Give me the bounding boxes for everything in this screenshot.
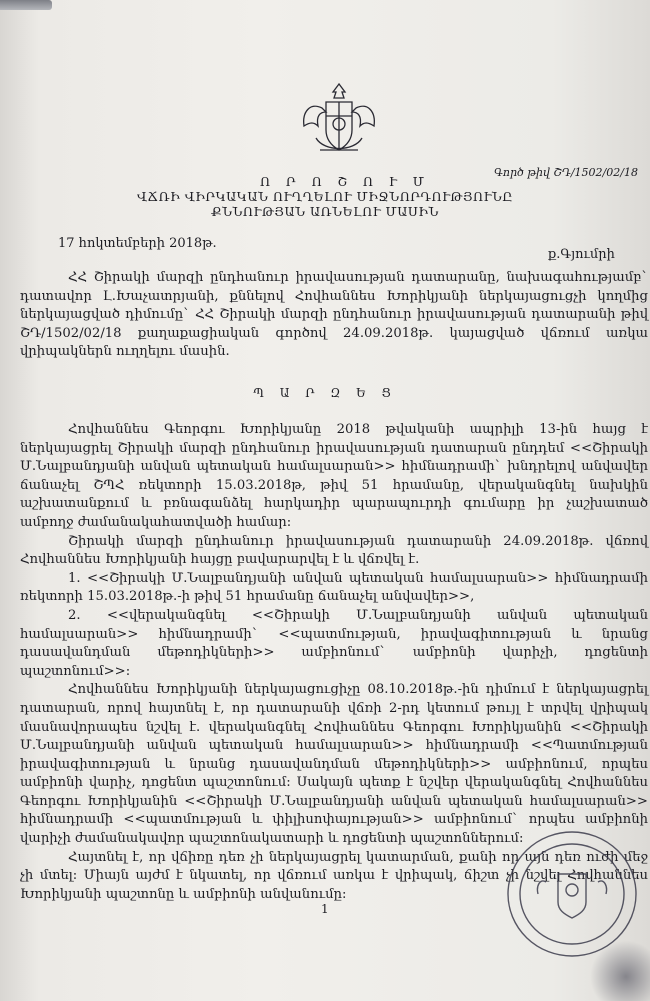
document-title <box>0 174 650 219</box>
ink-smudge <box>590 940 650 1001</box>
body-paragraph: 2. <<վերականգնել <<Շիրակի Մ.Նալբանդյանի անվան պետական համալսարան>> հիմնադրամի` <<պատմության, իրավագիտության և նրանց դասավանդման մեթոդիկների>> ամբիոնում` ամբիոնի վարիչի, դոցենտի պաշտոնում>>: <box>20 607 648 679</box>
body-paragraph: Հովհաննես Գեորգու Խորիկյանը 2018 թվականի ապրիլի 13-ին հայց է ներկայացրել Շիրակի մարզի ընդհանուր իրավասության դատարան ընդդեմ <<Շիրակի Մ.Նալբանդյանի անվան պետական համալսարան>> հիմնադրամի` խնդրելով անվավեր ճանաչել ՇՊՀ ռեկտորի 15.03.2018թ, թիվ 51 հրամանը, վերականգնել նախկին աշխատանքում և բռնագանձել հարկադիր պարապուրդի գումարը իր չաշխատած ամբողջ ժամանակահատվածի համար: <box>20 422 648 530</box>
page-number: 1 <box>321 902 329 916</box>
body-paragraph: Հովհաննես Խորիկյանի ներկայացուցիչը 08.10.2018թ.-ին դիմում է ներկայացրել դատարան, որով հայտնել է, որ դատարանի վճռի 2-րդ կետում թույլ է տրվել վրիպակ մասնավորապես նշվել է. վերականգնել Հովհաննես Գեորգու Խորիկյանին <<Շիրակի Մ.Նալբանդյանի անվան պետական համալսարան>> հիմնադրամի <<Պատմության իրավագիտության և նրանց դասավանդման մեթոդիկների>> ամբիոնում, որպես ամբիոնի վարիչ, դոցենտ պաշտոնում: Սակայն պետք է նշվեր վերականգնել Հովհաննես Գեորգու Խորիկյանին <<Շիրակի Մ.Նալբանդյանի անվան պետական համալսարան>> հիմնադրամի <<պատմության և փիլիսոփայության>> ամբիոնում` որպես ամբիոնի վարիչի ժամանակավոր պաշտոնակատարի և դոցենտի պաշտոններում: <box>20 682 648 847</box>
body-paragraph: 1. <<Շիրակի Մ.Նալբանդյանի անվան պետական համալսարան>> հիմնադրամի ռեկտորի 15.03.2018թ.-ի թիվ 51 հրամանը ճանաչել անվավեր>>, <box>20 570 648 605</box>
case-number: Գործ թիվ ՇԴ/1502/02/18 <box>494 166 638 179</box>
body-paragraph: Հայտնել է, որ վճիռը դեռ չի ներկայացրել կատարման, քանի որ այն դեռ ուժի մեջ չի մտել: Միայն այժմ է նկատել, որ վճռում առկա է վրիպակ, ճիշտ չի նշվել Հովհաննես Խորիկյանի պաշտոնը և ամբիոնի անվանումը: <box>20 849 648 902</box>
intro-paragraph: ՀՀ Շիրակի մարզի ընդհանուր իրավասության դատարանը, նախագահությամբ` դատավոր Լ.Խաչատրյանի, քննելով Հովհաննես Խորիկյանի ներկայացուցչի կողմից ներկայացված դիմումը` ՀՀ Շիրակի մարզի ընդհանուր իրավասության դատարանի թիվ ՇԴ/1502/02/18 քաղաքացիական գործով 24.09.2018թ. կայացված վճռում առկա վրիպակներն ուղղելու մասին. <box>20 270 648 360</box>
title-subtitle-2: ՔՆՆՈՒԹՅԱՆ ԱՌՆԵԼՈՒ ՄԱՍԻՆ <box>211 204 439 219</box>
body-paragraph: Շիրակի մարզի ընդհանուր իրավասության դատարանի 24.09.2018թ. վճռով Հովհաննես Խորիկյանի հայցը բավարարվել է և վճռվել է. <box>20 533 648 568</box>
document-date: 17 հոկտեմբերի 2018թ. <box>58 236 217 251</box>
title-main: Ո Ր Ո Շ Ո Ւ Մ <box>259 174 431 189</box>
document-city: ք.Գյումրի <box>548 247 615 262</box>
section-title: Պ Ա Ր Զ Ե Ց <box>253 386 397 400</box>
title-subtitle-1: ՎՃՌԻ ՎԻՐԿԱԿԱՆ ՈՒՂՂԵԼՈՒ ՄԻՋՆՈՐԴՈՒԹՅՈՒՆԸ <box>137 189 513 204</box>
coat-of-arms-emblem <box>296 78 382 160</box>
paper-clip <box>0 0 52 10</box>
